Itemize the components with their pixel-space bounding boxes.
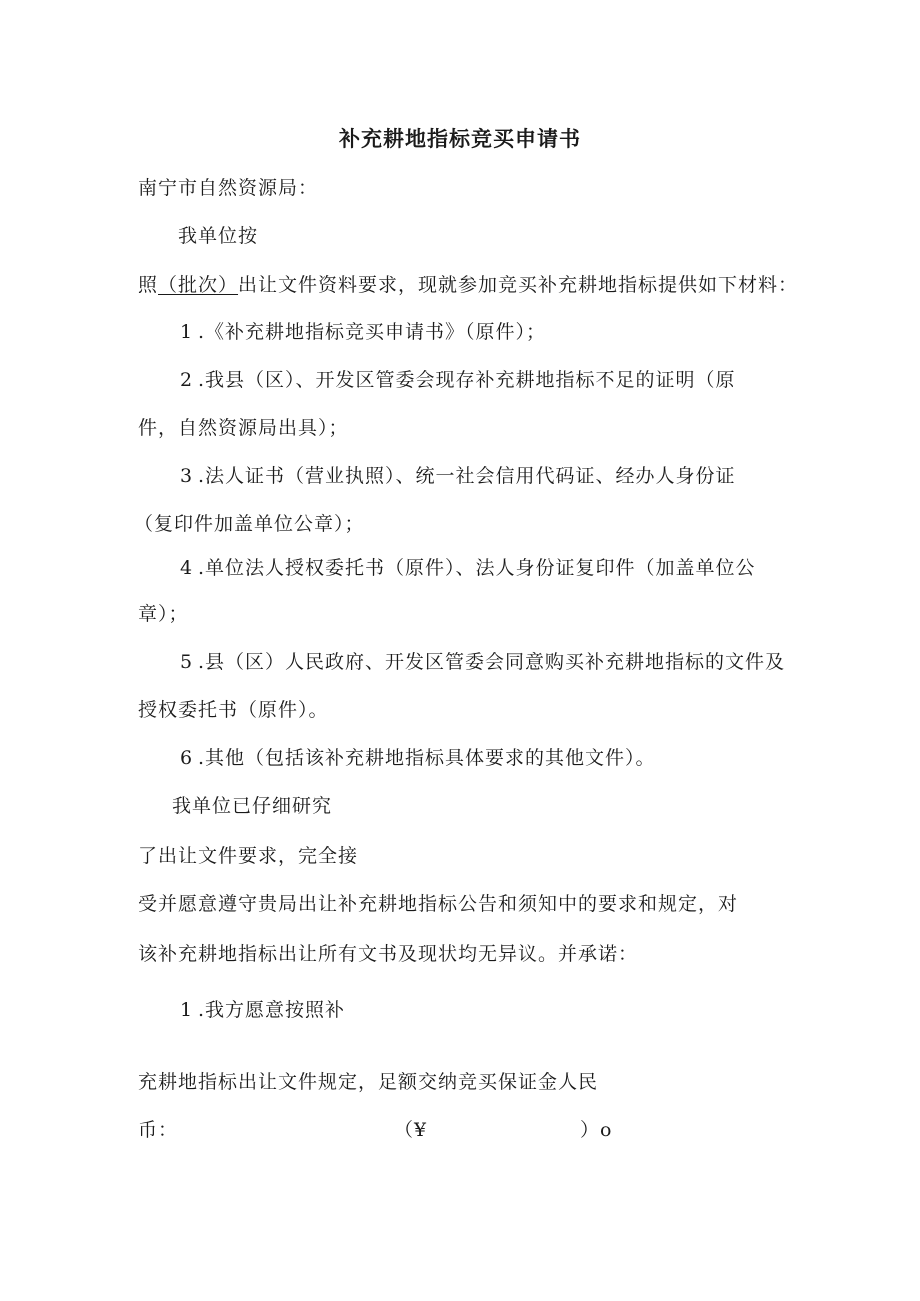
material-item-number: 2 xyxy=(180,369,194,391)
material-item-3 xyxy=(180,464,736,488)
material-item-number: 3 xyxy=(180,465,194,487)
document-title: 补充耕地指标竞买申请书 xyxy=(339,127,581,151)
material-item-text: .县（区）人民政府、开发区管委会同意购买补充耕地指标的文件及 xyxy=(198,651,786,673)
amount-bracket-open: （¥ xyxy=(394,1119,428,1141)
material-item-4 xyxy=(180,556,756,580)
material-item-text: .单位法人授权委托书（原件）、法人身份证复印件（加盖单位公 xyxy=(198,557,756,579)
para2-line2: 了出让文件要求，完全接 xyxy=(138,845,359,867)
amount-bracket-close: ）o xyxy=(580,1119,613,1141)
material-item-text: .我县（区）、开发区管委会现存补充耕地指标不足的证明（原 xyxy=(198,369,736,391)
promise-item-number: 1 xyxy=(180,999,194,1021)
material-item-5 xyxy=(180,650,785,674)
material-item-text: .《补充耕地指标竞买申请书》（原件）； xyxy=(198,321,547,343)
para2-line1: 我单位已仔细研究 xyxy=(172,795,333,817)
para1-line2-rest: 出让文件资料要求，现就参加竞买补充耕地指标提供如下材料： xyxy=(238,274,799,296)
currency-label: 币： xyxy=(138,1119,179,1141)
material-item-number: 4 xyxy=(180,557,194,579)
material-item-number: 6 xyxy=(180,747,194,769)
promise-item-1 xyxy=(180,998,345,1022)
material-item-number: 5 xyxy=(180,651,194,673)
promise-item-1-continuation: 充耕地指标出让文件规定，足额交纳竞买保证金人民 xyxy=(138,1071,599,1093)
para2-line3: 受并愿意遵守贵局出让补充耕地指标公告和须知中的要求和规定，对 xyxy=(138,893,739,915)
para1-line2 xyxy=(138,273,798,297)
material-item-5-continuation: 授权委托书（原件）。 xyxy=(138,699,329,721)
material-item-2-continuation: 件，自然资源局出具）； xyxy=(138,417,349,439)
material-item-2 xyxy=(180,368,736,392)
promise-item-text: .我方愿意按照补 xyxy=(198,999,346,1021)
para1-line1: 我单位按 xyxy=(178,225,259,247)
material-item-6 xyxy=(180,746,656,770)
material-item-1 xyxy=(180,320,546,344)
material-item-4-continuation: 章）； xyxy=(138,603,189,625)
material-item-text: .法人证书（营业执照）、统一社会信用代码证、经办人身份证 xyxy=(198,465,736,487)
material-item-3-continuation: （复印件加盖单位公章）； xyxy=(134,513,365,535)
para2-line4: 该补充耕地指标出让所有文书及现状均无异议。并承诺： xyxy=(138,943,639,965)
batch-blank-underlined: （批次） xyxy=(158,274,239,296)
material-item-number: 1 xyxy=(180,321,194,343)
material-item-text: .其他（包括该补充耕地指标具体要求的其他文件）。 xyxy=(198,747,656,769)
para1-line2-start: 照 xyxy=(138,274,159,296)
addressee: 南宁市自然资源局： xyxy=(138,177,319,199)
